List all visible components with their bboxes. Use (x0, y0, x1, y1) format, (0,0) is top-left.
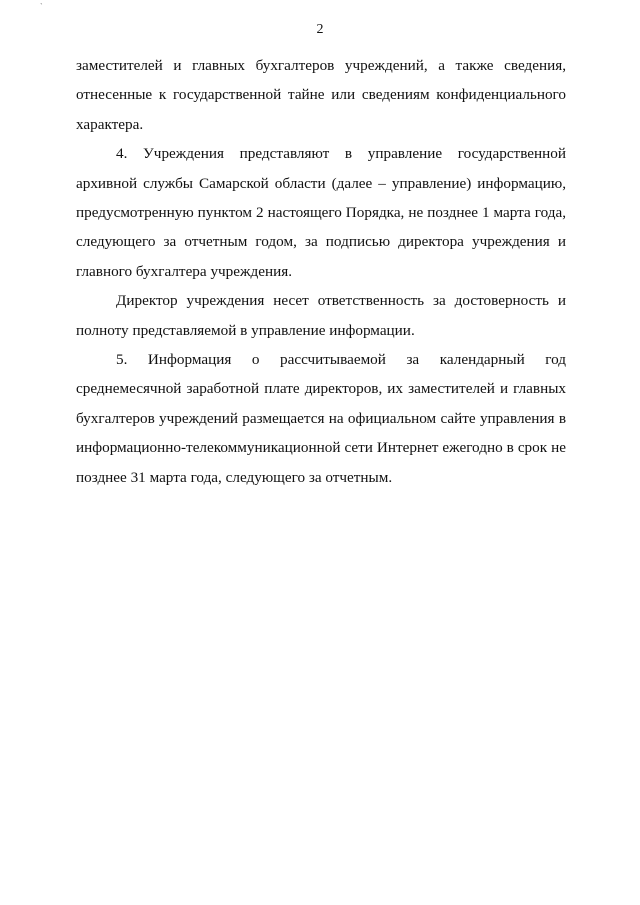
paragraph-item-4: 4. Учреждения представляют в управление государственной архивной службы Самарской области (далее – управление) информацию, предусмотренную пунктом 2 настоящего Порядка, не позднее 1 марта года, следующего за отчетным годом, за подписью директора учреждения и главного бухгалтера учреждения. (76, 145, 566, 280)
paragraph-continuation: заместителей и главных бухгалтеров учреждений, а также сведения, отнесенные к государственной тайне или сведениям конфиденциального характера. (76, 57, 566, 133)
page-number: 2 (316, 22, 324, 37)
document-body (76, 51, 566, 492)
paragraph-director-responsibility: Директор учреждения несет ответственность за достоверность и полноту представляемой в управление информации. (76, 292, 566, 339)
scan-artifact: ` (40, 2, 43, 11)
paragraph-item-5: 5. Информация о рассчитываемой за календарный год среднемесячной заработной плате директоров, их заместителей и главных бухгалтеров учреждений размещается на официальном сайте управления в информационно-телекоммуникационной сети Интернет ежегодно в срок не позднее 31 марта года, следующего за отчетным. (76, 351, 566, 486)
